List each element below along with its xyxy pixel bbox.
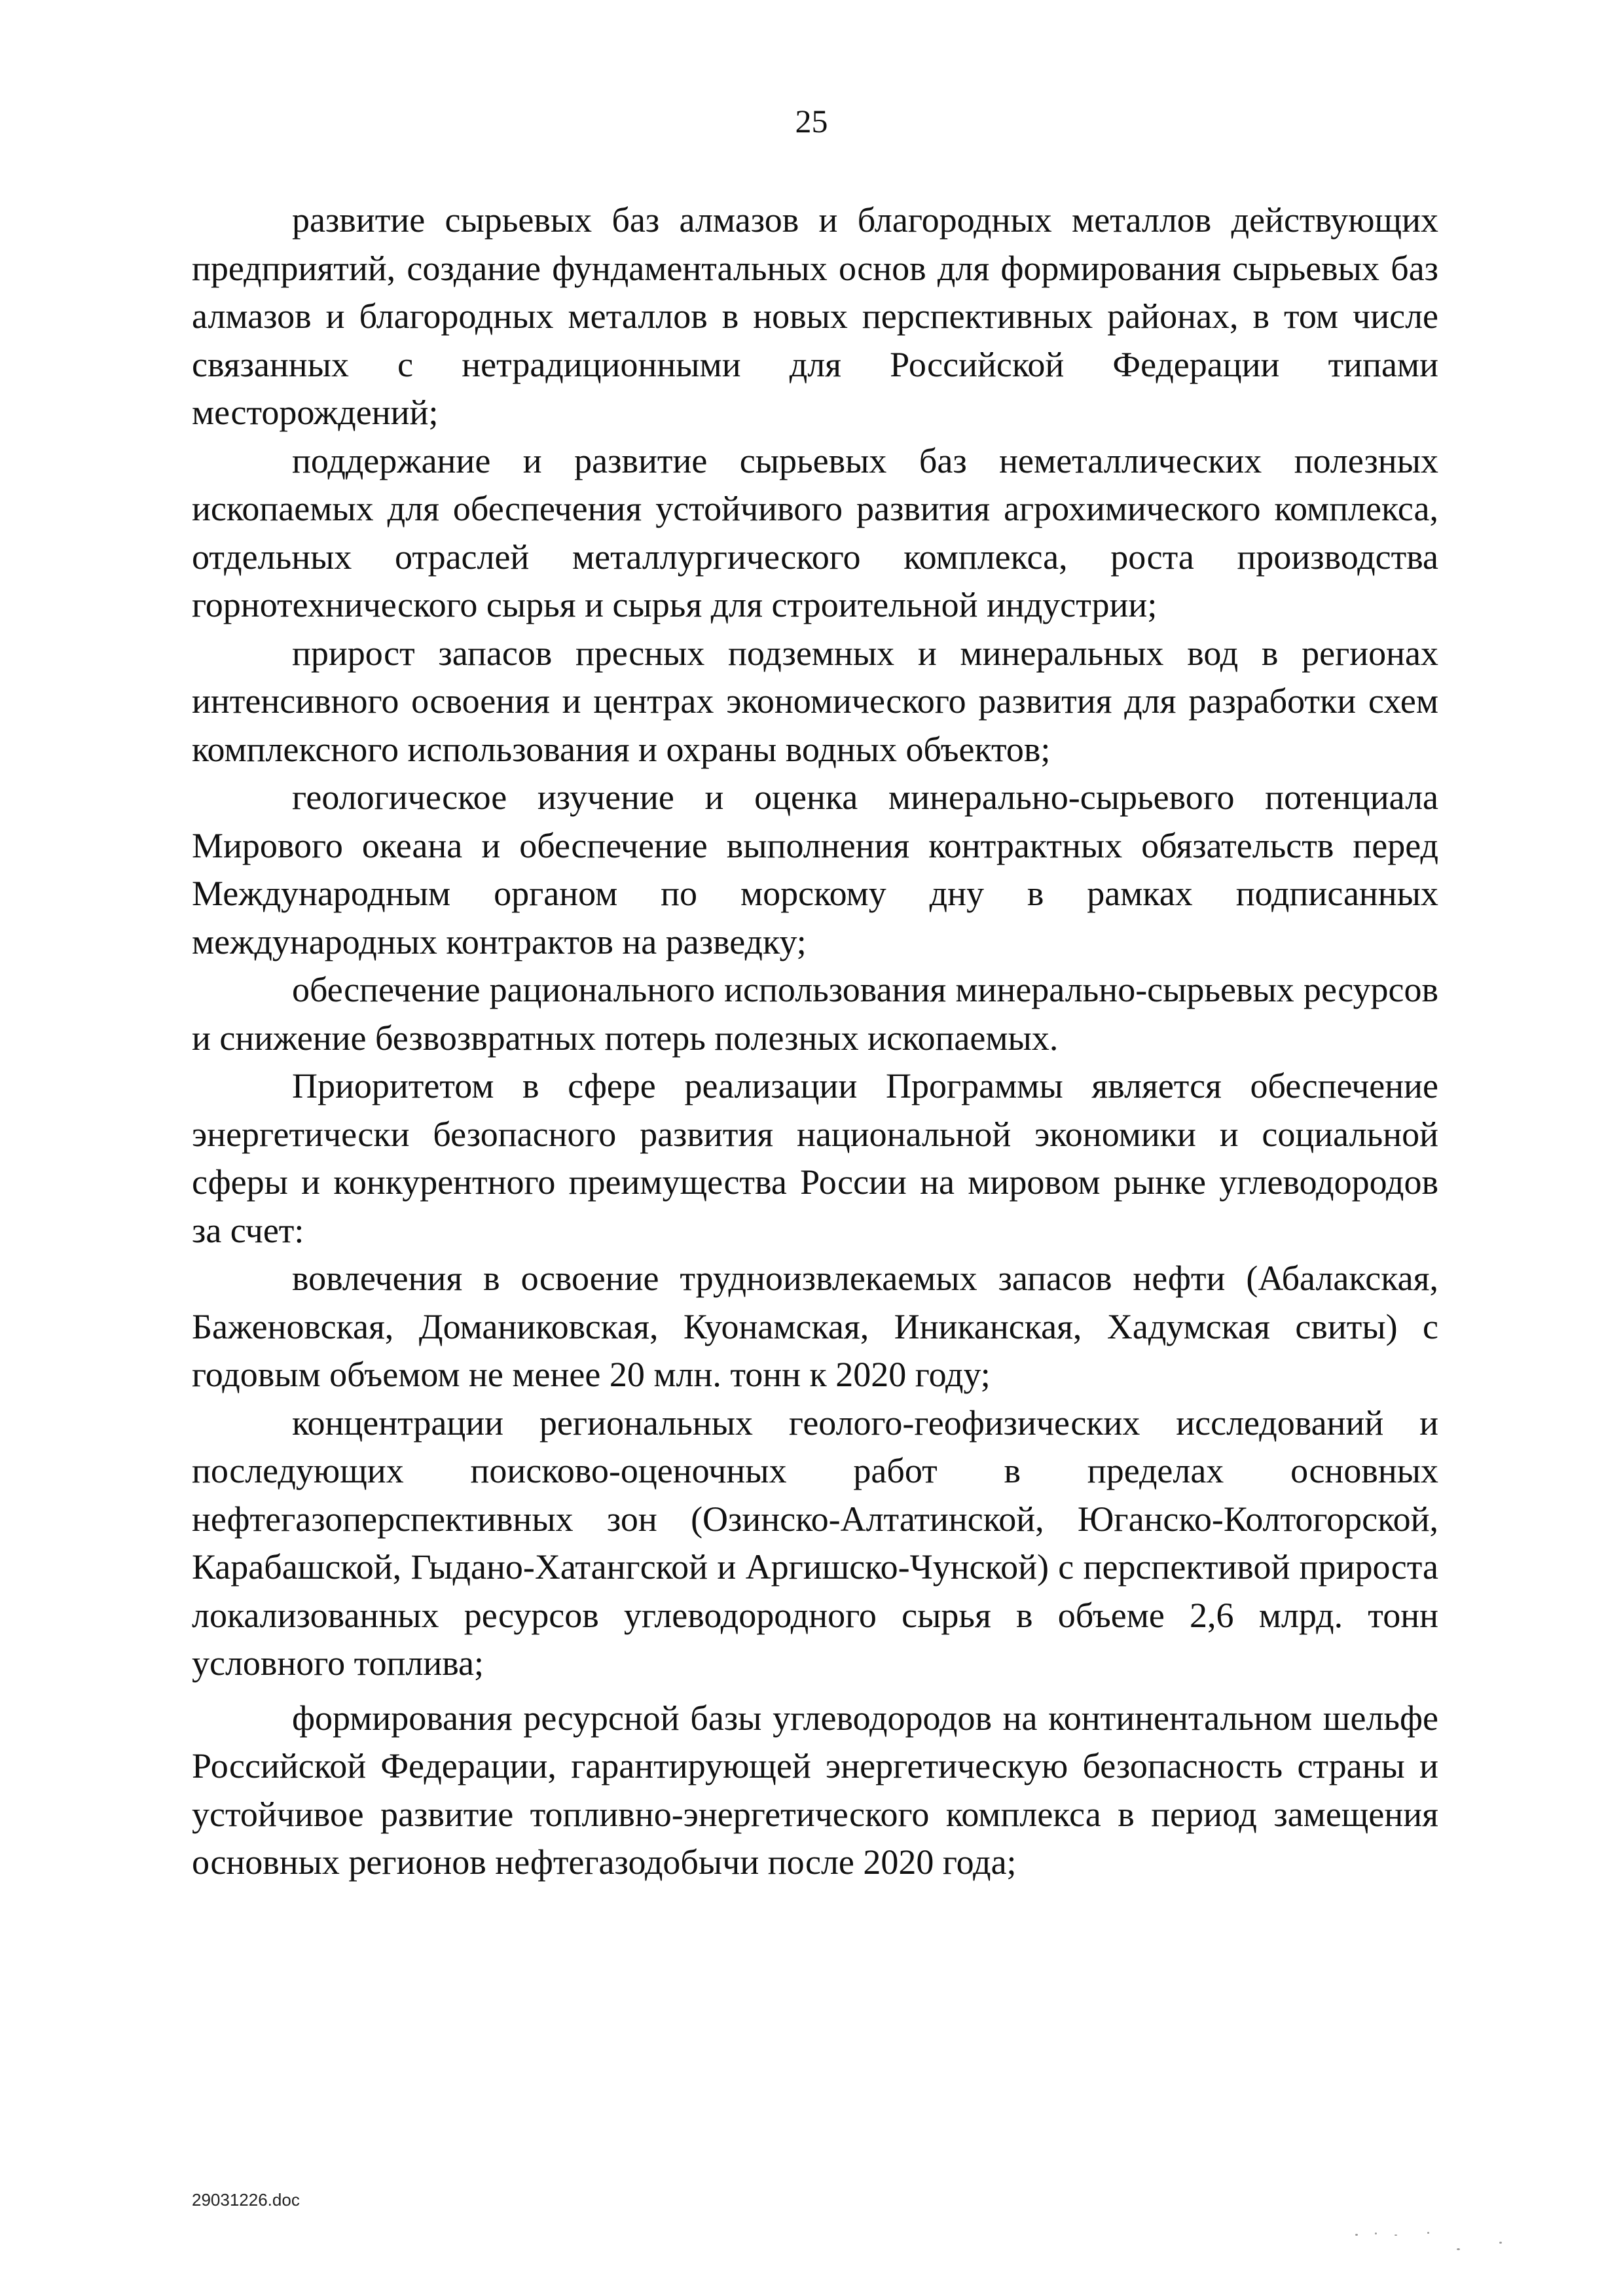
paragraph-hard-to-recover-oil: вовлечения в освоение трудноизвлекаемых запасов нефти (Абалакская, Баженовская, Доманиковская, Куонамская, Иниканская, Хадумская свиты) с годовым объемом не менее 20 млн. тонн к 2020 году; (192, 1259, 1438, 1394)
body-text (192, 196, 1438, 1887)
paragraph-nonmetallic-minerals: поддержание и развитие сырьевых баз неметаллических полезных ископаемых для обеспечения устойчивого развития агрохимического комплекса, отдельных отраслей металлургического комплекса, роста производства горнотехнического сырья и сырья для строительной индустрии; (192, 440, 1438, 624)
page-number: 25 (795, 103, 828, 139)
paragraph-world-ocean: геологическое изучение и оценка минерально-сырьевого потенциала Мирового океана и обеспечение выполнения контрактных обязательств перед Международным органом по морскому дну в рамках подписанных международных контрактов на разведку; (192, 778, 1438, 961)
paragraph-program-priority: Приоритетом в сфере реализации Программы является обеспечение энергетически безопасного развития национальной экономики и социальной сферы и конкурентного преимущества России на мировом рынке углеводородов за счет: (192, 1066, 1438, 1250)
paragraph-diamonds-precious-metals: развитие сырьевых баз алмазов и благородных металлов действующих предприятий, создание фундаментальных основ для формирования сырьевых баз алмазов и благородных металлов в новых перспективных районах, в том числе связанных с нетрадиционными для Российской Федерации типами месторождений; (192, 200, 1438, 432)
paragraph-continental-shelf: формирования ресурсной базы углеводородов на континентальном шельфе Российской Федерации, гарантирующей энергетическую безопасность страны и устойчивое развитие топливно-энергетического комплекса в период замещения основных регионов нефтегазодобычи после 2020 года; (192, 1698, 1438, 1882)
paragraph-regional-exploration: концентрации региональных геолого-геофизических исследований и последующих поисково-оценочных работ в пределах основных нефтегазоперспективных зон (Озинско-Алтатинской, Юганско-Колтогорской, Карабашской, Гыдано-Хатангской и Аргишско-Чунской) с перспективой прироста локализованных ресурсов углеводородного сырья в объеме 2,6 млрд. тонн условного топлива; (192, 1403, 1438, 1683)
paragraph-rational-use: обеспечение рационального использования минерально-сырьевых ресурсов и снижение безвозвратных потерь полезных ископаемых. (192, 970, 1438, 1058)
document-file-id: 29031226.doc (192, 2190, 300, 2210)
scan-speckles (1349, 2229, 1519, 2255)
paragraph-groundwater-reserves: прирост запасов пресных подземных и минеральных вод в регионах интенсивного освоения и центрах экономического развития для разработки схем комплексного использования и охраны водных объектов; (192, 633, 1438, 769)
